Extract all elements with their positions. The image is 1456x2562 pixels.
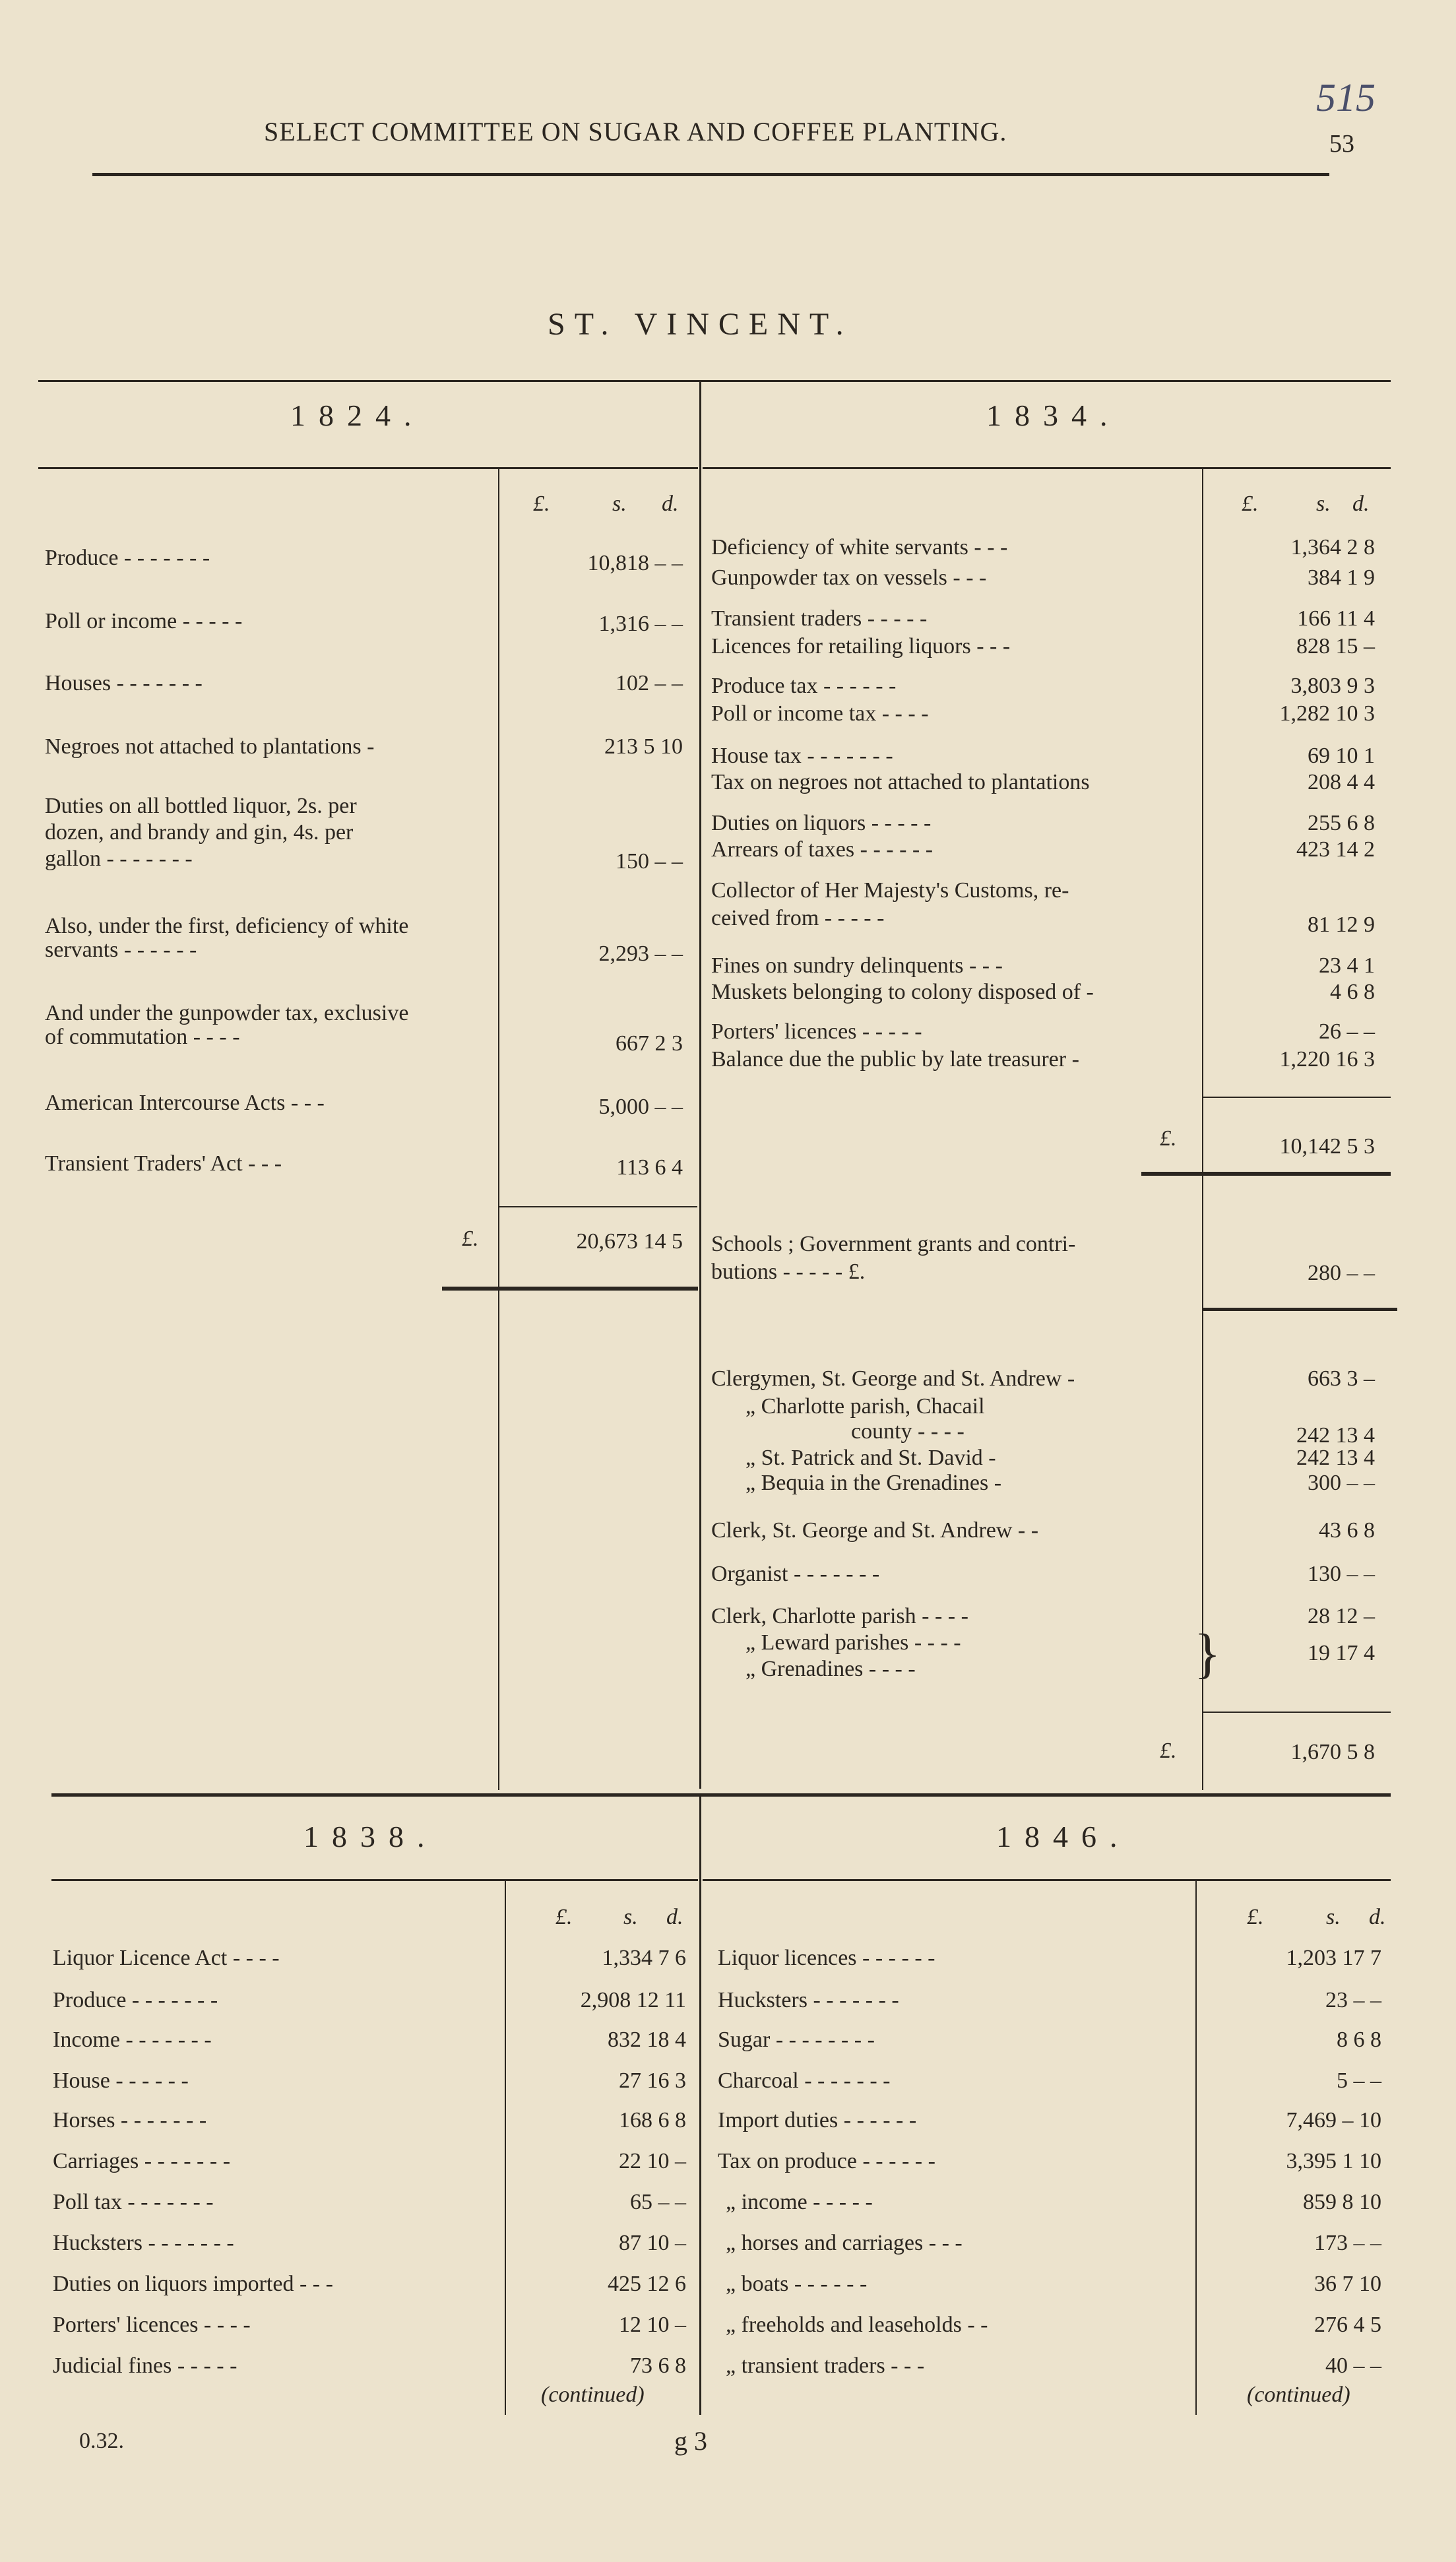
- row-1846-4-label: Import duties - - - - - -: [718, 2108, 917, 2132]
- clergy-5-value: 130 – –: [1308, 1562, 1375, 1586]
- year-1834: 1834.: [986, 399, 1121, 432]
- row-1824-3-value: 213 5 10: [604, 734, 683, 759]
- clergy-1-value: 242 13 4: [1296, 1423, 1375, 1448]
- clergy-3-value: 300 – –: [1308, 1471, 1375, 1495]
- row-1838-2-value: 832 18 4: [608, 2028, 686, 2052]
- row-1838-1-label: Produce - - - - - - -: [53, 1988, 218, 2012]
- total-rule-top-1824: [499, 1206, 697, 1207]
- row-1834-14-label: Balance due the public by late treasurer -: [711, 1047, 1079, 1072]
- col-divider-1846: [1195, 1880, 1197, 2415]
- row-1834-1-value: 384 1 9: [1308, 565, 1375, 590]
- row-1838-4-value: 168 6 8: [619, 2108, 686, 2132]
- unit-pound-1838: £.: [555, 1905, 573, 1929]
- row-1824-5-label2: servants - - - - - -: [45, 938, 197, 962]
- total-mark-1834: £.: [1160, 1126, 1177, 1151]
- row-1846-6-label: „ income - - - - -: [726, 2190, 873, 2214]
- row-1834-4-value: 3,803 9 3: [1290, 674, 1375, 698]
- middle-rule: [51, 1793, 1391, 1797]
- row-1824-6-value: 667 2 3: [616, 1031, 683, 1056]
- row-1824-5-value: 2,293 – –: [598, 942, 683, 966]
- row-1838-5-label: Carriages - - - - - - -: [53, 2149, 231, 2173]
- top-rule: [38, 380, 1391, 382]
- row-1834-6-label: House tax - - - - - - -: [711, 744, 893, 768]
- row-1824-4-label3: gallon - - - - - - -: [45, 847, 193, 871]
- row-1838-4-label: Horses - - - - - - -: [53, 2108, 207, 2132]
- row-1834-8-label: Duties on liquors - - - - -: [711, 811, 932, 835]
- unit-pound-1846: £.: [1247, 1905, 1264, 1929]
- row-1834-2-value: 166 11 4: [1297, 606, 1375, 631]
- row-1834-9-value: 423 14 2: [1296, 837, 1375, 862]
- row-1846-10-label: „ transient traders - - -: [726, 2354, 925, 2378]
- continued-1846: (continued): [1247, 2383, 1350, 2407]
- clergy-0-label: Clergymen, St. George and St. Andrew -: [711, 1366, 1075, 1391]
- row-1834-14-value: 1,220 16 3: [1279, 1047, 1375, 1072]
- row-1838-3-value: 27 16 3: [619, 2068, 686, 2093]
- row-1834-6-value: 69 10 1: [1308, 744, 1375, 768]
- year-rule-1846: [703, 1879, 1391, 1881]
- clergy-total-mark: £.: [1160, 1739, 1177, 1763]
- col-divider-1824: [498, 467, 499, 1790]
- row-1834-11-value: 23 4 1: [1319, 953, 1375, 978]
- row-1846-1-value: 23 – –: [1325, 1988, 1381, 2012]
- clergy-2-label: „ St. Patrick and St. David -: [745, 1446, 996, 1470]
- year-rule-1838: [51, 1879, 698, 1881]
- unit-shilling-1838: s.: [623, 1905, 638, 1929]
- row-1838-3-label: House - - - - - -: [53, 2068, 189, 2093]
- unit-pence-1846: d.: [1369, 1905, 1386, 1929]
- row-1838-9-label: Porters' licences - - - -: [53, 2313, 251, 2337]
- row-1834-0-label: Deficiency of white servants - - -: [711, 535, 1008, 560]
- row-1824-4-label: Duties on all bottled liquor, 2s. per: [45, 794, 357, 818]
- handwritten-page-number: 515: [1316, 76, 1376, 119]
- row-1834-7-value: 208 4 4: [1308, 770, 1375, 794]
- row-1824-3-label: Negroes not attached to plantations -: [45, 734, 375, 759]
- schools-label: Schools ; Government grants and contri-: [711, 1232, 1076, 1256]
- row-1834-1-label: Gunpowder tax on vessels - - -: [711, 565, 987, 590]
- row-1846-0-label: Liquor licences - - - - - -: [718, 1946, 935, 1970]
- clergy-3-label: „ Bequia in the Grenadines -: [745, 1471, 1002, 1495]
- clergy-6-label: Clerk, Charlotte parish - - - -: [711, 1604, 968, 1628]
- year-1824: 1824.: [290, 399, 425, 432]
- unit-pound-1824: £.: [533, 492, 550, 516]
- total-rule-top-1834: [1203, 1097, 1391, 1098]
- row-1834-5-value: 1,282 10 3: [1279, 701, 1375, 726]
- row-1838-5-value: 22 10 –: [619, 2149, 686, 2173]
- row-1824-0-value: 10,818 – –: [587, 551, 683, 575]
- row-1824-8-label: Transient Traders' Act - - -: [45, 1151, 282, 1176]
- row-1838-0-label: Liquor Licence Act - - - -: [53, 1946, 280, 1970]
- row-1824-1-label: Poll or income - - - - -: [45, 609, 243, 633]
- row-1846-5-value: 3,395 1 10: [1286, 2149, 1381, 2173]
- row-1838-7-value: 87 10 –: [619, 2231, 686, 2255]
- row-1824-6-label2: of commutation - - - -: [45, 1025, 240, 1049]
- row-1834-10-label: Collector of Her Majesty's Customs, re-: [711, 878, 1069, 903]
- row-1834-13-label: Porters' licences - - - - -: [711, 1019, 922, 1044]
- clergy-7-label2: „ Grenadines - - - -: [745, 1657, 916, 1681]
- row-1846-1-label: Hucksters - - - - - - -: [718, 1988, 899, 2012]
- clergy-total-rule: [1203, 1712, 1391, 1713]
- row-1846-10-value: 40 – –: [1325, 2354, 1381, 2378]
- row-1834-4-label: Produce tax - - - - - -: [711, 674, 897, 698]
- row-1838-6-value: 65 – –: [630, 2190, 686, 2214]
- row-1824-7-value: 5,000 – –: [598, 1095, 683, 1119]
- clergy-2-value: 242 13 4: [1296, 1446, 1375, 1470]
- row-1846-8-value: 36 7 10: [1314, 2272, 1381, 2296]
- col-divider-1838: [505, 1880, 506, 2415]
- row-1846-5-label: Tax on produce - - - - - -: [718, 2149, 935, 2173]
- row-1838-9-value: 12 10 –: [619, 2313, 686, 2337]
- clergy-4-value: 43 6 8: [1319, 1518, 1375, 1543]
- footer-left: 0.32.: [79, 2429, 124, 2453]
- row-1824-6-label: And under the gunpowder tax, exclusive: [45, 1001, 409, 1025]
- row-1846-0-value: 1,203 17 7: [1286, 1946, 1381, 1970]
- row-1838-1-value: 2,908 12 11: [580, 1988, 686, 2012]
- unit-pence-1838: d.: [666, 1905, 683, 1929]
- row-1834-10-value: 81 12 9: [1308, 913, 1375, 937]
- row-1834-2-label: Transient traders - - - - -: [711, 606, 928, 631]
- row-1834-12-value: 4 6 8: [1330, 980, 1375, 1004]
- unit-pound-1834: £.: [1242, 492, 1259, 516]
- total-1824: 20,673 14 5: [576, 1229, 683, 1254]
- row-1834-12-label: Muskets belonging to colony disposed of -: [711, 980, 1094, 1004]
- schools-rule: [1203, 1308, 1397, 1311]
- row-1824-2-label: Houses - - - - - - -: [45, 671, 203, 695]
- row-1824-5-label: Also, under the first, deficiency of white: [45, 914, 409, 938]
- row-1824-4-label2: dozen, and brandy and gin, 4s. per: [45, 820, 354, 845]
- row-1824-4-value: 150 – –: [616, 849, 683, 874]
- row-1838-8-label: Duties on liquors imported - - -: [53, 2272, 333, 2296]
- clergy-1-label2: county - - - -: [851, 1419, 965, 1444]
- center-divider: [699, 380, 701, 1789]
- year-1846: 1846.: [996, 1820, 1131, 1853]
- row-1838-2-label: Income - - - - - - -: [53, 2028, 212, 2052]
- row-1846-3-label: Charcoal - - - - - - -: [718, 2068, 891, 2093]
- row-1846-2-value: 8 6 8: [1337, 2028, 1381, 2052]
- unit-shilling-1846: s.: [1326, 1905, 1341, 1929]
- center-divider-lower: [699, 1795, 701, 2415]
- brace-icon: }: [1194, 1623, 1221, 1684]
- row-1838-10-label: Judicial fines - - - - -: [53, 2354, 237, 2378]
- clergy-7-value: 19 17 4: [1308, 1641, 1375, 1665]
- row-1838-10-value: 73 6 8: [630, 2354, 686, 2378]
- row-1824-0-label: Produce - - - - - - -: [45, 546, 210, 570]
- total-mark-1824: £.: [462, 1227, 479, 1251]
- row-1846-3-value: 5 – –: [1337, 2068, 1381, 2093]
- row-1838-7-label: Hucksters - - - - - - -: [53, 2231, 234, 2255]
- year-1838: 1838.: [303, 1820, 438, 1853]
- page-number: 53: [1329, 130, 1354, 158]
- row-1846-6-value: 859 8 10: [1303, 2190, 1381, 2214]
- page-header-title: SELECT COMMITTEE ON SUGAR AND COFFEE PLANTING.: [264, 117, 1007, 146]
- row-1834-10-label2: ceived from - - - - -: [711, 906, 885, 930]
- unit-shilling-1824: s.: [612, 492, 627, 516]
- clergy-7-label: „ Leward parishes - - - -: [745, 1630, 961, 1655]
- header-rule: [92, 173, 1329, 176]
- continued-1838: (continued): [541, 2383, 645, 2407]
- row-1824-1-value: 1,316 – –: [598, 612, 683, 636]
- row-1846-8-label: „ boats - - - - - -: [726, 2272, 868, 2296]
- unit-shilling-1834: s.: [1316, 492, 1331, 516]
- row-1834-3-value: 828 15 –: [1296, 634, 1375, 658]
- clergy-6-value: 28 12 –: [1308, 1604, 1375, 1628]
- clergy-1-label: „ Charlotte parish, Chacail: [745, 1394, 985, 1419]
- row-1834-11-label: Fines on sundry delinquents - - -: [711, 953, 1003, 978]
- col-divider-1834: [1202, 467, 1203, 1790]
- clergy-5-label: Organist - - - - - - -: [711, 1562, 880, 1586]
- row-1834-3-label: Licences for retailing liquors - - -: [711, 634, 1011, 658]
- row-1834-9-label: Arrears of taxes - - - - - -: [711, 837, 934, 862]
- row-1846-7-label: „ horses and carriages - - -: [726, 2231, 963, 2255]
- row-1838-0-value: 1,334 7 6: [602, 1946, 686, 1970]
- row-1846-4-value: 7,469 – 10: [1286, 2108, 1381, 2132]
- footer-signature: g 3: [674, 2426, 707, 2456]
- year-rule-1834: [703, 467, 1391, 469]
- unit-pence-1824: d.: [662, 492, 679, 516]
- row-1846-2-label: Sugar - - - - - - - -: [718, 2028, 875, 2052]
- clergy-0-value: 663 3 –: [1308, 1366, 1375, 1391]
- unit-pence-1834: d.: [1352, 492, 1370, 516]
- row-1834-8-value: 255 6 8: [1308, 811, 1375, 835]
- schools-label2: butions - - - - - £.: [711, 1260, 866, 1284]
- total-rule-bottom-1824: [442, 1287, 698, 1291]
- row-1838-8-value: 425 12 6: [608, 2272, 686, 2296]
- row-1834-7-label: Tax on negroes not attached to plantations: [711, 770, 1090, 794]
- row-1834-5-label: Poll or income tax - - - -: [711, 701, 929, 726]
- row-1834-13-value: 26 – –: [1319, 1019, 1375, 1044]
- row-1846-9-label: „ freeholds and leaseholds - -: [726, 2313, 988, 2337]
- row-1824-8-value: 113 6 4: [616, 1155, 683, 1180]
- total-1834: 10,142 5 3: [1279, 1134, 1375, 1159]
- row-1838-6-label: Poll tax - - - - - - -: [53, 2190, 214, 2214]
- clergy-total: 1,670 5 8: [1290, 1740, 1375, 1764]
- clergy-4-label: Clerk, St. George and St. Andrew - -: [711, 1518, 1039, 1543]
- row-1834-0-value: 1,364 2 8: [1290, 535, 1375, 560]
- section-title: ST. VINCENT.: [548, 307, 853, 342]
- row-1824-2-value: 102 – –: [616, 671, 683, 695]
- row-1824-7-label: American Intercourse Acts - - -: [45, 1091, 325, 1115]
- total-rule-bottom-1834: [1141, 1172, 1391, 1176]
- row-1846-9-value: 276 4 5: [1314, 2313, 1381, 2337]
- year-rule-1824: [38, 467, 698, 469]
- schools-value: 280 – –: [1308, 1261, 1375, 1285]
- row-1846-7-value: 173 – –: [1314, 2231, 1381, 2255]
